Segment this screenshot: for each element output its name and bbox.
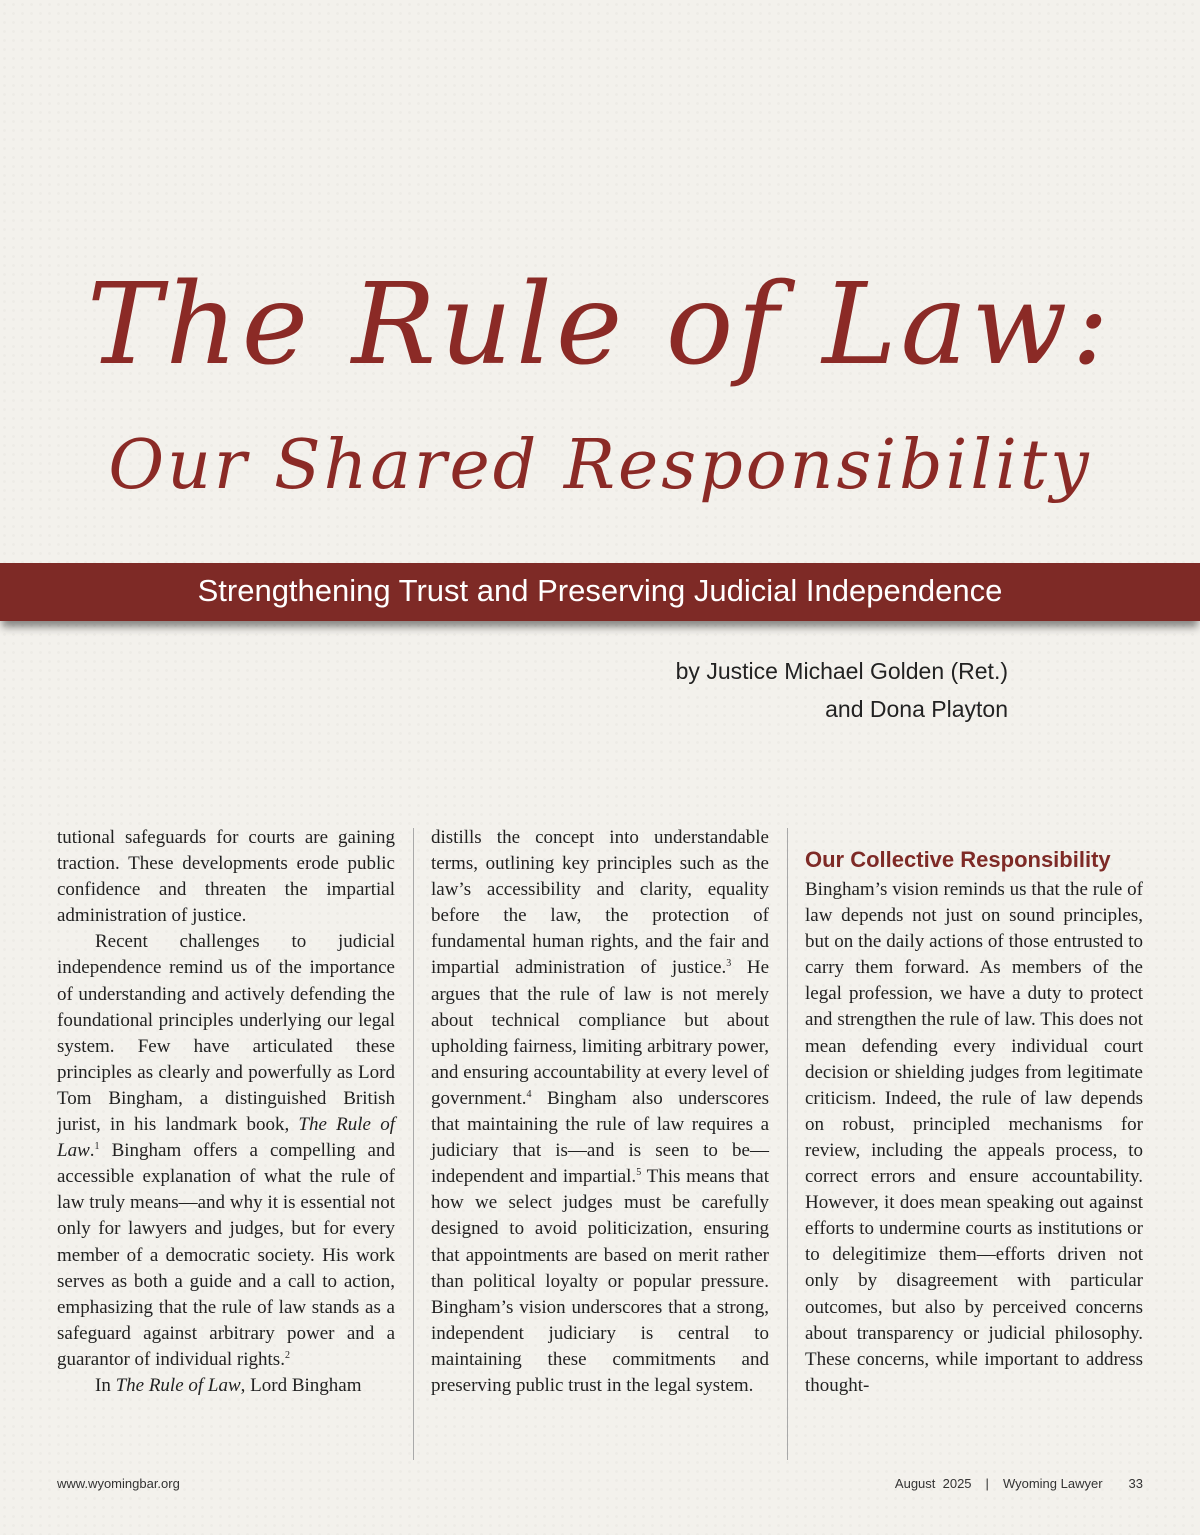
column-divider <box>413 828 414 1460</box>
byline-author-2: and Dona Playton <box>825 696 1008 722</box>
footnote-ref: 4 <box>526 1088 532 1100</box>
byline-author-1: by Justice Michael Golden (Ret.) <box>675 658 1008 684</box>
paragraph: tutional safeguards for courts are gaining traction. These developments erode public confidence and threaten the impartial administration of justice. <box>57 827 395 927</box>
footer-date: August 2025 <box>894 1476 972 1491</box>
footer-info <box>895 1476 1143 1491</box>
book-title: The Rule of Law <box>115 1374 241 1396</box>
article-subtitle: Our Shared Responsibility <box>108 426 1092 505</box>
text-column-1 <box>57 825 395 1399</box>
byline <box>676 652 1008 728</box>
footnote-ref: 1 <box>94 1141 100 1153</box>
paragraph: In The Rule of Law, Lord Bingham <box>95 1374 362 1396</box>
footnote-ref: 5 <box>636 1167 642 1179</box>
footer-separator: | <box>985 1476 989 1491</box>
book-title: The Rule of Law <box>57 1114 395 1162</box>
footnote-ref: 2 <box>284 1349 290 1361</box>
footer-publication: Wyoming Lawyer <box>1002 1476 1103 1491</box>
paragraph: Recent challenges to judicial independence remind us of the importance of understanding and actively defending the foundational principles underlying our legal system. Few have articulated these principles as clearly and powerfully as Lord Tom Bingham, a distinguished British jurist, in his landmark book, The Rule of Law.$^1$ Bingham offers a compelling and accessible explanation of what the rule of law truly means—and why it is essential not only for lawyers and judges, but for every member of a democratic society. His work serves as both a guide and a call to action, emphasizing that the rule of law stands as a safeguard against arbitrary power and a guarantor of individual rights.$^2$ <box>57 931 395 1370</box>
footnote-ref: 3 <box>726 958 732 970</box>
column-divider <box>787 828 788 1460</box>
title-banner <box>0 563 1200 621</box>
banner-text: Strengthening Trust and Preserving Judicial Independence <box>197 573 1003 608</box>
footer-website: www.wyomingbar.org <box>57 1476 180 1491</box>
text-column-3 <box>805 825 1143 1399</box>
page-number: 33 <box>1128 1476 1143 1491</box>
paragraph: distills the concept into understandable terms, outlining key principles such as the law’s accessibility and clarity, equality before the law, the protection of fundamental human rights, and the fair and impartial administration of justice.$^3$ He argues that the rule of law is not merely about technical compliance but about upholding fairness, limiting arbitrary power, and ensuring accountability at every level of government.$^4$ Bingham also underscores that maintaining the rule of law requires a judiciary that is—and is seen to be—independent and impartial.$^5$ This means that how we select judges must be carefully designed to avoid politicization, ensuring that appointments are based on merit rather than political loyalty or popular pressure. Bingham’s vision underscores that a strong, independent judiciary is central to maintaining these commitments and preserving public trust in the legal system. <box>431 827 769 1396</box>
section-heading: Our Collective Responsibility <box>805 847 1111 872</box>
article-title: The Rule of Law: <box>86 260 1114 390</box>
text-column-2 <box>431 825 769 1399</box>
paragraph: Bingham’s vision reminds us that the rule of law depends not just on sound principles, but on the daily actions of those entrusted to carry them forward. As members of the legal profession, we have a duty to protect and strengthen the rule of law. This does not mean defending every individual court decision or shielding judges from legitimate criticism. Indeed, the rule of law depends on robust, principled mechanisms for review, including the appeals process, to correct errors and ensure accountability. However, it does mean speaking out against efforts to undermine courts as institutions or to delegitimize them—efforts driven not only by disagreement with particular outcomes, but also by perceived concerns about transparency or judicial philosophy. These concerns, while important to address thought- <box>805 879 1143 1396</box>
